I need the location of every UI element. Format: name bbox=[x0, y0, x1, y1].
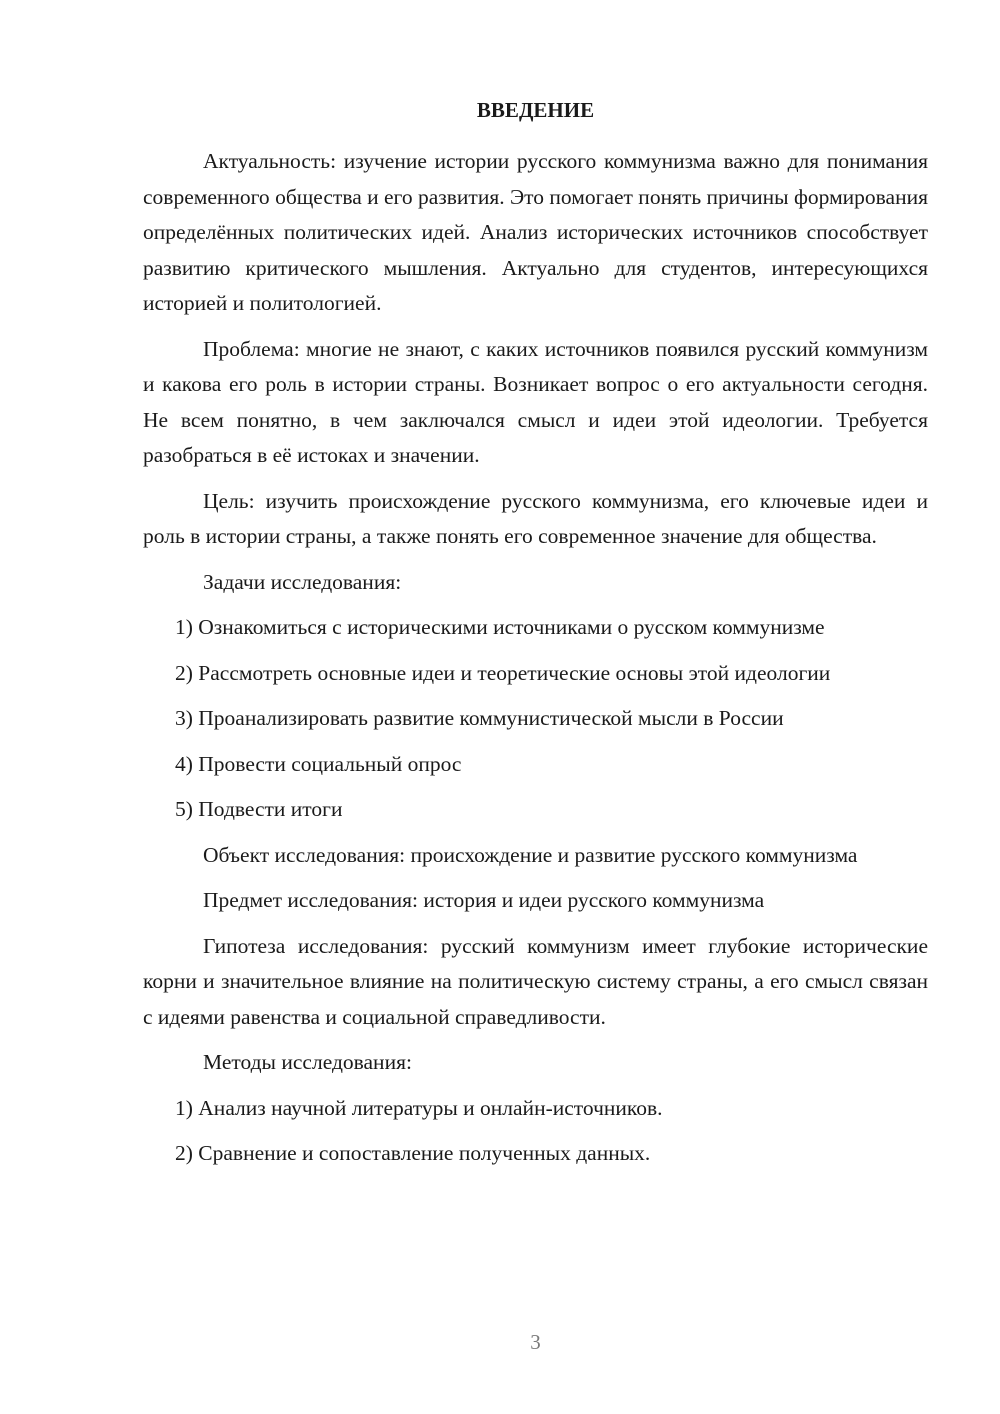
task-item-4: 4) Провести социальный опрос bbox=[175, 751, 462, 776]
method-item-2: 2) Сравнение и сопоставление полученных данных. bbox=[175, 1141, 651, 1165]
problem-paragraph: Проблема: многие не знают, с каких источников появился русский коммунизм и какова его роль в истории страны. Возникает вопрос о его актуальности сегодня. Не всем понятно, в чем заключался смысл и идеи этой идеологии. Требуется разобраться в её истоках и значении. bbox=[143, 336, 928, 467]
method-item-1: 1) Анализ научной литературы и онлайн-источников. bbox=[175, 1095, 663, 1120]
page-content bbox=[143, 92, 928, 1182]
methods-heading: Методы исследования: bbox=[203, 1050, 412, 1074]
relevance-paragraph: Актуальность: изучение истории русского коммунизма важно для понимания современного общества и его развития. Это помогает понять причины формирования определённых политических идей. Анализ исторических источников способствует развитию критического мышления. Актуально для студентов, интересующихся историей и политологией. bbox=[143, 149, 928, 315]
task-item-1: 1) Ознакомиться с историческими источниками о русском коммунизме bbox=[175, 615, 825, 639]
object-paragraph: Объект исследования: происхождение и развитие русского коммунизма bbox=[203, 842, 858, 867]
task-item-2: 2) Рассмотреть основные идеи и теоретические основы этой идеологии bbox=[175, 660, 831, 685]
page-number: 3 bbox=[530, 1330, 541, 1354]
task-item-3: 3) Проанализировать развитие коммунистической мысли в России bbox=[175, 706, 784, 730]
tasks-heading: Задачи исследования: bbox=[203, 569, 402, 594]
section-heading: ВВЕДЕНИЕ bbox=[476, 98, 595, 122]
task-item-5: 5) Подвести итоги bbox=[175, 797, 343, 821]
hypothesis-paragraph: Гипотеза исследования: русский коммунизм имеет глубокие исторические корни и значительное влияние на политическую систему страны, а его смысл связан с идеями равенства и социальной справедливости. bbox=[143, 933, 928, 1029]
goal-paragraph: Цель: изучить происхождение русского коммунизма, его ключевые идеи и роль в истории страны, а также понять его современное значение для общества. bbox=[143, 488, 928, 548]
subject-paragraph: Предмет исследования: история и идеи русского коммунизма bbox=[203, 888, 765, 912]
